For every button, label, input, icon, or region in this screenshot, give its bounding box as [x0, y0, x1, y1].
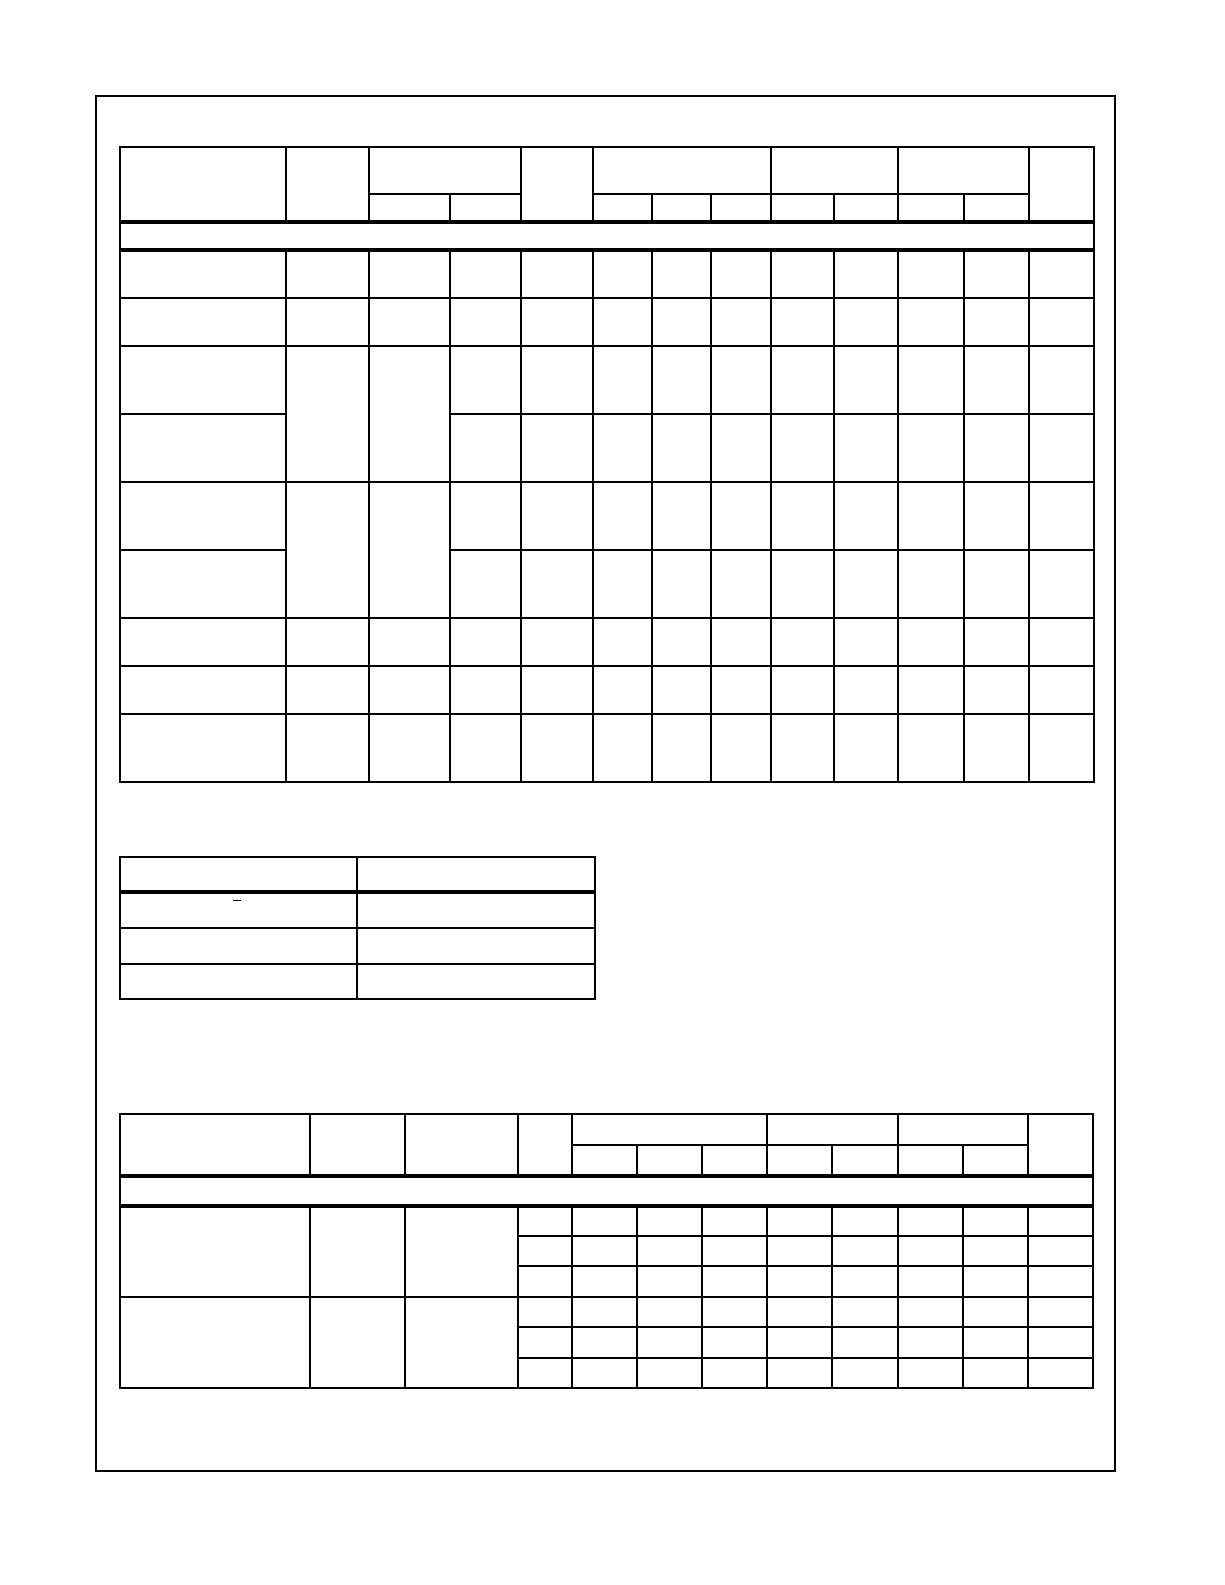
- table-cell: [593, 414, 652, 482]
- table-cell: [711, 346, 771, 414]
- table-cell: [963, 1236, 1028, 1266]
- table-cell: [771, 250, 834, 298]
- table-cell: [834, 550, 898, 618]
- table-cell: [898, 298, 964, 346]
- table-cell: [1029, 298, 1094, 346]
- table-cell: [711, 618, 771, 666]
- table-cell: [702, 1266, 767, 1297]
- table-cell: [120, 414, 286, 482]
- header-cell: [286, 147, 369, 222]
- table-cell: [834, 250, 898, 298]
- table-cell: [1028, 1327, 1093, 1358]
- table-cell: [450, 414, 521, 482]
- table-cell: [450, 666, 521, 714]
- table-cell: [1029, 714, 1094, 782]
- table-cell: [832, 1206, 898, 1236]
- table-cell: [767, 1236, 832, 1266]
- table-cell: [572, 1327, 637, 1358]
- table-cell: [702, 1358, 767, 1388]
- table-cell: [1029, 666, 1094, 714]
- table-cell: [450, 482, 521, 550]
- table-cell: [702, 1327, 767, 1358]
- table-cell: [1029, 346, 1094, 414]
- table-cell: [1028, 1266, 1093, 1297]
- top-table: [119, 146, 1095, 783]
- table-cell: [964, 250, 1029, 298]
- header-subcell: [572, 1145, 637, 1176]
- table-cell: [518, 1266, 572, 1297]
- table-cell: [572, 1206, 637, 1236]
- table-cell: [652, 414, 711, 482]
- overbar-mark: [233, 900, 241, 901]
- header-subcell: [834, 194, 898, 222]
- table-cell: [450, 250, 521, 298]
- table-cell: [711, 550, 771, 618]
- table-cell: [637, 1297, 702, 1327]
- table-cell: [711, 414, 771, 482]
- header-cell: [120, 147, 286, 222]
- table-cell: [832, 1358, 898, 1388]
- table-cell: [711, 250, 771, 298]
- table-cell: [963, 1327, 1028, 1358]
- table-cell: [521, 346, 593, 414]
- table-cell: [834, 618, 898, 666]
- table-cell: [521, 414, 593, 482]
- table-cell: [572, 1266, 637, 1297]
- header-subcell: [593, 194, 652, 222]
- table-cell: [518, 1297, 572, 1327]
- table-cell: [898, 666, 964, 714]
- table-cell: [369, 666, 450, 714]
- table-cell: [286, 250, 369, 298]
- table-cell: [593, 482, 652, 550]
- table-cell: [120, 550, 286, 618]
- table-cell: [518, 1206, 572, 1236]
- table-cell: [711, 714, 771, 782]
- table-cell: [637, 1327, 702, 1358]
- table-cell: [771, 482, 834, 550]
- table-cell: [1028, 1236, 1093, 1266]
- header-subcell: [637, 1145, 702, 1176]
- table-cell: [120, 892, 357, 928]
- table-cell: [771, 550, 834, 618]
- table-cell: [767, 1206, 832, 1236]
- table-cell: [357, 892, 595, 928]
- table-cell-merged: [369, 482, 450, 618]
- header-cell: [521, 147, 593, 222]
- header-subcell: [711, 194, 771, 222]
- table-cell: [963, 1358, 1028, 1388]
- table-cell: [593, 346, 652, 414]
- table-cell: [521, 482, 593, 550]
- header-subcell: [369, 194, 450, 222]
- table-cell: [120, 714, 286, 782]
- table-cell: [771, 346, 834, 414]
- table-cell: [450, 618, 521, 666]
- table-cell: [834, 666, 898, 714]
- table-cell: [964, 414, 1029, 482]
- table-cell: [963, 1266, 1028, 1297]
- table-cell: [711, 666, 771, 714]
- table-cell: [369, 714, 450, 782]
- table-cell: [572, 1358, 637, 1388]
- table-cell: [898, 346, 964, 414]
- table-cell: [702, 1236, 767, 1266]
- bottom-table: [119, 1113, 1094, 1389]
- table-cell: [652, 618, 711, 666]
- table-cell: [964, 482, 1029, 550]
- table-cell: [521, 298, 593, 346]
- table-cell: [898, 550, 964, 618]
- table-cell: [593, 714, 652, 782]
- table-cell: [652, 298, 711, 346]
- header-cell: [120, 857, 357, 892]
- header-subcell: [702, 1145, 767, 1176]
- table-cell: [357, 964, 595, 999]
- table-cell: [572, 1297, 637, 1327]
- table-cell: [652, 550, 711, 618]
- table-cell: [964, 550, 1029, 618]
- table-cell: [593, 618, 652, 666]
- table-cell: [120, 928, 357, 964]
- table-cell: [593, 250, 652, 298]
- table-cell: [357, 928, 595, 964]
- table-cell: [120, 964, 357, 999]
- table-cell: [964, 666, 1029, 714]
- table-cell: [286, 618, 369, 666]
- table-cell: [771, 618, 834, 666]
- table-cell: [834, 414, 898, 482]
- header-subcell: [963, 1145, 1028, 1176]
- table-cell: [593, 550, 652, 618]
- table-cell: [771, 666, 834, 714]
- table-cell: [898, 1297, 963, 1327]
- table-cell: [771, 298, 834, 346]
- table-cell: [652, 346, 711, 414]
- header-group-cell: [767, 1114, 898, 1145]
- header-group-cell: [593, 147, 771, 194]
- table-cell-merged: [369, 346, 450, 482]
- table-cell: [767, 1297, 832, 1327]
- table-cell: [898, 1236, 963, 1266]
- header-cell: [1028, 1114, 1093, 1176]
- header-cell: [405, 1114, 518, 1176]
- table-cell: [1029, 482, 1094, 550]
- table-cell: [834, 298, 898, 346]
- table-cell: [120, 298, 286, 346]
- header-subcell: [898, 194, 964, 222]
- table-cell: [450, 298, 521, 346]
- table-cell: [702, 1297, 767, 1327]
- header-group-cell: [369, 147, 521, 194]
- table-cell: [450, 346, 521, 414]
- table-cell-merged: [310, 1297, 405, 1388]
- table-cell: [898, 714, 964, 782]
- table-cell: [771, 714, 834, 782]
- table-cell: [702, 1206, 767, 1236]
- table-cell: [1029, 618, 1094, 666]
- table-cell: [286, 714, 369, 782]
- table-cell: [898, 482, 964, 550]
- table-cell: [637, 1236, 702, 1266]
- table-cell-merged: [286, 346, 369, 482]
- header-subcell: [771, 194, 834, 222]
- table-cell: [1028, 1297, 1093, 1327]
- table-cell: [593, 298, 652, 346]
- table-cell: [832, 1297, 898, 1327]
- table-cell: [963, 1206, 1028, 1236]
- table-cell: [521, 618, 593, 666]
- table-cell: [834, 482, 898, 550]
- table-cell: [834, 346, 898, 414]
- table-cell: [898, 1206, 963, 1236]
- header-cell: [357, 857, 595, 892]
- table-cell: [286, 298, 369, 346]
- table-cell: [832, 1327, 898, 1358]
- header-subcell: [964, 194, 1029, 222]
- table-cell: [369, 250, 450, 298]
- table-cell-merged: [405, 1206, 518, 1297]
- table-cell: [1028, 1206, 1093, 1236]
- table-cell: [711, 298, 771, 346]
- table-cell: [518, 1358, 572, 1388]
- table-cell: [521, 550, 593, 618]
- table-cell: [834, 714, 898, 782]
- table-cell: [521, 714, 593, 782]
- table-cell: [964, 298, 1029, 346]
- table-cell: [898, 1327, 963, 1358]
- table-cell: [964, 346, 1029, 414]
- table-cell: [450, 714, 521, 782]
- table-cell: [369, 298, 450, 346]
- table-cell: [898, 1266, 963, 1297]
- table-cell: [120, 482, 286, 550]
- table-cell: [898, 414, 964, 482]
- table-cell: [898, 250, 964, 298]
- table-cell: [963, 1297, 1028, 1327]
- table-cell: [964, 714, 1029, 782]
- table-cell: [1029, 414, 1094, 482]
- table-cell-merged: [310, 1206, 405, 1297]
- table-cell: [120, 618, 286, 666]
- table-cell: [120, 666, 286, 714]
- table-cell: [120, 346, 286, 414]
- table-cell: [637, 1358, 702, 1388]
- table-cell: [637, 1206, 702, 1236]
- table-cell: [369, 618, 450, 666]
- table-cell: [898, 618, 964, 666]
- table-cell: [1029, 250, 1094, 298]
- table-cell: [832, 1236, 898, 1266]
- table-cell: [450, 550, 521, 618]
- section-row: [120, 1176, 1093, 1206]
- table-cell: [521, 250, 593, 298]
- table-cell: [593, 666, 652, 714]
- header-cell: [518, 1114, 572, 1176]
- header-group-cell: [572, 1114, 767, 1145]
- header-group-cell: [898, 147, 1029, 194]
- table-cell: [771, 414, 834, 482]
- header-subcell: [767, 1145, 832, 1176]
- header-subcell: [450, 194, 521, 222]
- table-cell: [711, 482, 771, 550]
- header-cell: [120, 1114, 310, 1176]
- table-cell: [120, 250, 286, 298]
- table-cell: [767, 1358, 832, 1388]
- header-cell: [310, 1114, 405, 1176]
- section-row: [120, 222, 1094, 250]
- table-cell: [898, 1358, 963, 1388]
- table-cell: [767, 1327, 832, 1358]
- table-cell: [652, 714, 711, 782]
- table-cell-merged: [286, 482, 369, 618]
- table-cell: [521, 666, 593, 714]
- header-cell: [1029, 147, 1094, 222]
- small-table: [119, 856, 596, 1000]
- table-cell: [637, 1266, 702, 1297]
- header-group-cell: [771, 147, 898, 194]
- table-cell-merged: [405, 1297, 518, 1388]
- table-cell: [518, 1236, 572, 1266]
- table-cell: [964, 618, 1029, 666]
- table-cell: [1029, 550, 1094, 618]
- header-subcell: [652, 194, 711, 222]
- table-cell-merged: [120, 1297, 310, 1388]
- header-subcell: [832, 1145, 898, 1176]
- table-cell: [652, 666, 711, 714]
- table-cell: [767, 1266, 832, 1297]
- table-cell: [832, 1266, 898, 1297]
- table-cell: [652, 482, 711, 550]
- table-cell-merged: [120, 1206, 310, 1297]
- table-cell: [286, 666, 369, 714]
- table-cell: [572, 1236, 637, 1266]
- table-cell: [518, 1327, 572, 1358]
- header-group-cell: [898, 1114, 1028, 1145]
- header-subcell: [898, 1145, 963, 1176]
- table-cell: [1028, 1358, 1093, 1388]
- table-cell: [652, 250, 711, 298]
